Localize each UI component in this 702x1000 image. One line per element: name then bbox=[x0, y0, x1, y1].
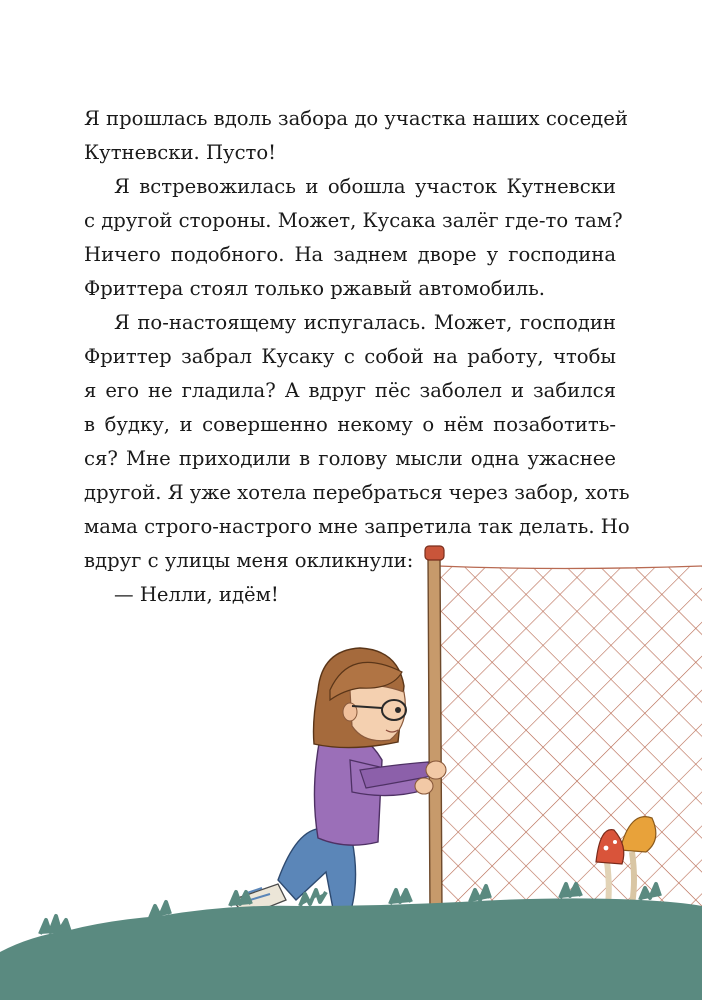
text-line: Я прошлась вдоль забора до участка наших соседей bbox=[84, 107, 628, 130]
girl-character bbox=[232, 648, 446, 916]
text-line: я его не гладила? А вдруг пёс заболел и забился bbox=[84, 379, 616, 402]
text-line: — Нелли, идём! bbox=[114, 583, 279, 606]
text-line: Я встревожилась и обошла участок Кутневски bbox=[114, 175, 616, 198]
text-line: в будку, и совершенно некому о нём позаботить- bbox=[84, 413, 616, 436]
text-line: мама строго-настрого мне запретила так делать. Но bbox=[84, 515, 630, 538]
text-line: ся? Мне приходили в голову мысли одна ужаснее bbox=[84, 447, 616, 470]
post-cap bbox=[425, 546, 444, 560]
text-line: Ничего подобного. На заднем дворе у господина bbox=[84, 243, 616, 266]
text-line: Я по-настоящему испугалась. Может, господин bbox=[114, 311, 616, 334]
fence-net bbox=[430, 560, 702, 920]
text-line: Фриттер забрал Кусаку с собой на работу, чтобы bbox=[84, 345, 616, 368]
text-line: Кутневски. Пусто! bbox=[84, 141, 277, 164]
text-line: другой. Я уже хотела перебраться через забор, хоть bbox=[84, 481, 630, 504]
text-line: Фриттера стоял только ржавый автомобиль. bbox=[84, 277, 546, 300]
text-line: вдруг с улицы меня окликнули: bbox=[84, 549, 414, 572]
text-line: с другой стороны. Может, Кусака залёг где-то там? bbox=[84, 209, 623, 232]
